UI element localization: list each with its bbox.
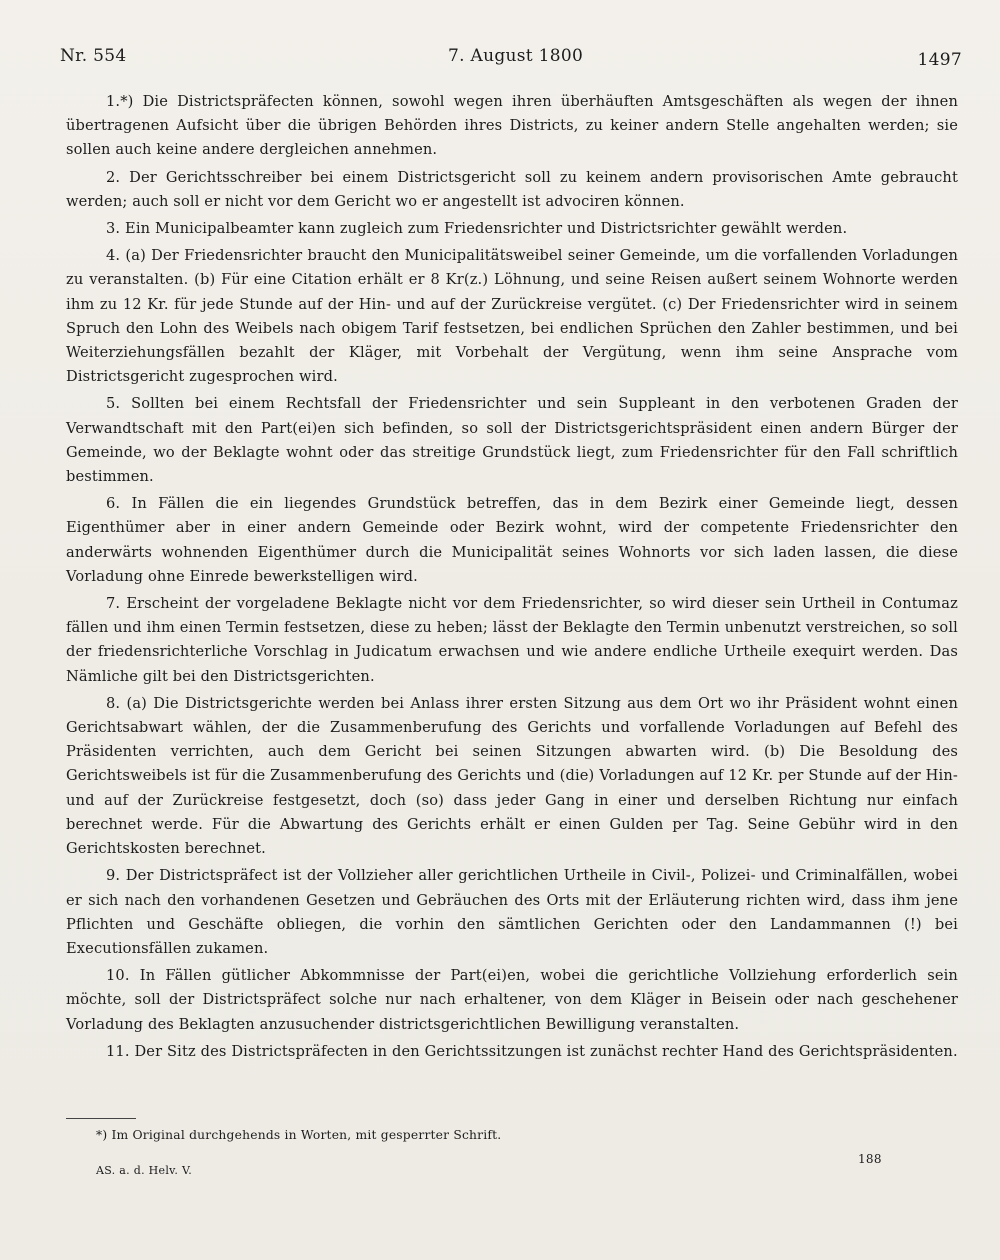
paragraph-7: 7. Erscheint der vorgeladene Beklagte nicht vor dem Friedensrichter, so wird dieser sein Urtheil in Contumaz fällen und ihm einen Termin festsetzen, diese zu heben; lässt der Beklagte den Termin unbenutzt verstreichen, so soll der friedensrichterliche Vorschlag in Judicatum erwachsen und wie andere endliche Urtheile exequirt werden. Das Nämliche gilt bei den Districtsgerichten. <box>66 595 958 685</box>
sheet-number: 188 <box>858 1152 882 1166</box>
document-body <box>66 90 958 1067</box>
paragraph-5: 5. Sollten bei einem Rechtsfall der Friedensrichter und sein Suppleant in den verbotenen Graden der Verwandtschaft mit den Part(ei)en sich befinden, so soll der Districtsgerichtspräsident einen andern Bürger der Gemeinde, wo der Beklagte wohnt oder das streitige Grundstück liegt, zum Friedensrichter für den Fall schriftlich bestimmen. <box>66 395 958 486</box>
paragraph-3: 3. Ein Municipalbeamter kann zugleich zum Friedensrichter und Districtsrichter gewählt werden. <box>106 220 848 238</box>
paragraph-1: 1.*) Die Districtspräfecten können, sowohl wegen ihren überhäuften Amtsgeschäften als wegen der ihnen übertragenen Aufsicht über die übrigen Behörden ihres Districts, zu keiner andern Stelle angehalten werden; sie sollen auch keine andere dergleichen annehmen. <box>66 93 958 159</box>
series-signature: AS. a. d. Helv. V. <box>96 1164 193 1177</box>
paragraph-11: 11. Der Sitz des Districtspräfecten in den Gerichtssitzungen ist zunächst rechter Hand des Gerichtspräsidenten. <box>106 1042 958 1060</box>
document-date: 7. August 1800 <box>448 46 584 66</box>
page-header <box>60 46 962 78</box>
page-number: 1497 <box>917 50 962 70</box>
paragraph-4: 4. (a) Der Friedensrichter braucht den Municipalitätsweibel seiner Gemeinde, um die vorfallenden Vorladungen zu veranstalten. (b) Für eine Citation erhält er 8 Kr(z.) Löhnung, und seine Reisen außert seinem Wohnorte werden ihm zu 12 Kr. für jede Stunde auf der Hin- und auf der Zurückreise vergütet. (c) Der Friedensrichter wird in seinem Spruch den Lohn des Weibels nach obigem Tarif festsetzen, bei endlichen Sprüchen den Zahler bestimmen, und bei Weiterziehungsfällen bezahlt der Kläger, mit Vorbehalt der Vergütung, wenn ihm seine Ansprache vom Districtsgericht zugesprochen wird. <box>66 247 958 386</box>
paragraph-8: 8. (a) Die Districtsgerichte werden bei Anlass ihrer ersten Sitzung aus dem Ort wo ihr Präsident wohnt einen Gerichtsabwart wählen, der die Zusammenberufung des Gerichts und vorfallende Vorladungen auf Befehl des Präsidenten verrichten, auch dem Gericht bei seinen Sitzungen abwarten wird. (b) Die Besoldung des Gerichtsweibels ist für die Zusammenberufung des Gerichts und (die) Vorladungen auf 12 Kr. per Stunde auf der Hin- und auf der Zurückreise festgesetzt, doch (so) dass jeder Gang in einer und derselben Richtung nur einfach berechnet werde. Für die Abwartung des Gerichts erhält er einen Gulden per Tag. Seine Gebühr wird in den Gerichtskosten berechnet. <box>66 694 958 858</box>
paragraph-10: 10. In Fällen gütlicher Abkommnisse der Part(ei)en, wobei die gerichtliche Vollziehung erforderlich sein möchte, soll der Districtspräfect solche nur nach erhaltener, von dem Kläger in Beisein oder nach geschehener Vorladung des Beklagten anzusuchender districtsgerichtlichen Bewilligung veranstalten. <box>66 967 958 1033</box>
paragraph-6: 6. In Fällen die ein liegendes Grundstück betreffen, das in dem Bezirk einer Gemeinde liegt, dessen Eigenthümer aber in einer andern Gemeinde oder Bezirk wohnt, wird der competente Friedensrichter den anderwärts wohnenden Eigenthümer durch die Municipalität seines Wohnorts vor sich laden lassen, die diese Vorladung ohne Einrede bewerkstelligen wird. <box>66 495 958 585</box>
paragraph-2: 2. Der Gerichtsschreiber bei einem Districtsgericht soll zu keinem andern provisorischen Amte gebraucht werden; auch soll er nicht vor dem Gericht wo er angestellt ist advociren können. <box>66 168 958 210</box>
document-number: Nr. 554 <box>60 46 127 66</box>
paragraph-9: 9. Der Districtspräfect ist der Vollzieher aller gerichtlichen Urtheile in Civil-, Polizei- und Criminalfällen, wobei er sich nach den vorhandenen Gesetzen und Gebräuchen des Orts mit der Erläuterung richten wird, dass ihm jene Pflichten und Geschäfte obliegen, die vorhin den sämtlichen Gerichten oder den Landammannen (!) bei Executionsfällen zukamen. <box>66 867 958 957</box>
footnote: *) Im Original durchgehends in Worten, mit gesperrter Schrift. <box>96 1128 502 1142</box>
footnote-divider <box>66 1118 136 1119</box>
